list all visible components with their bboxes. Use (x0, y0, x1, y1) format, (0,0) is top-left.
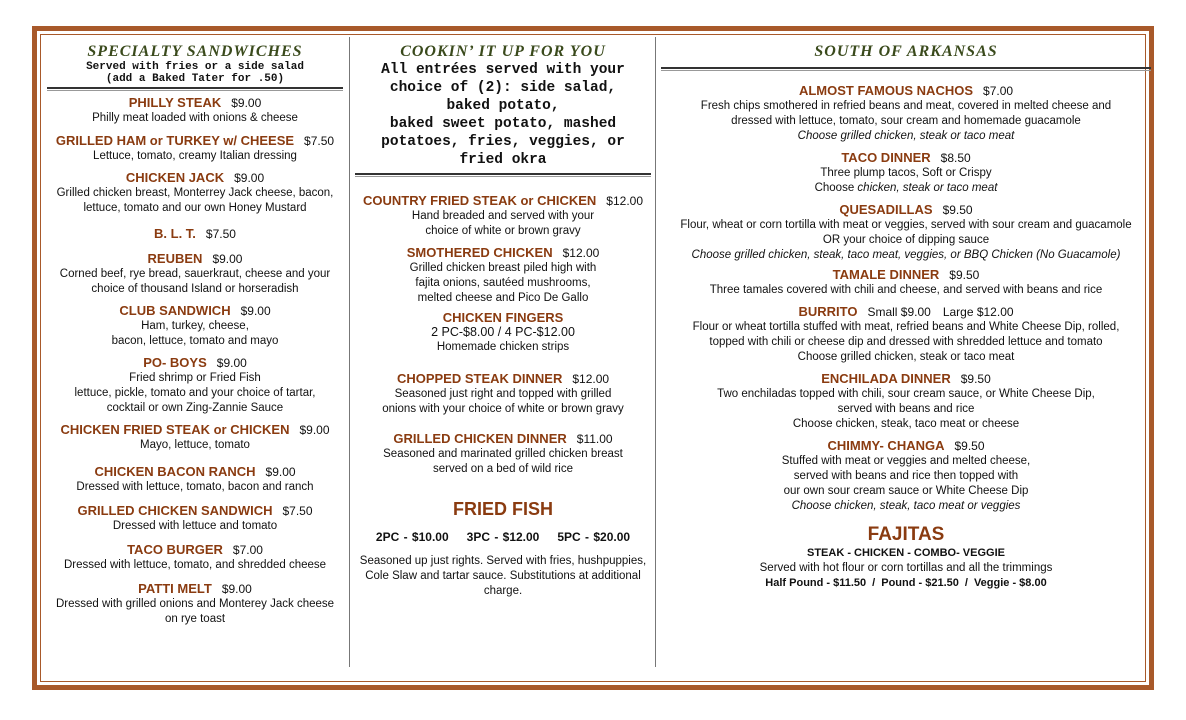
menu-item (45, 464, 345, 495)
fish-price: 3PC - $12.00 (466, 530, 540, 544)
menu-item (353, 245, 653, 306)
item-name (45, 503, 345, 519)
item-price: $7.50 (304, 134, 335, 148)
item-name (353, 310, 653, 325)
item-name (45, 226, 345, 242)
menu-item (659, 371, 1153, 432)
item-name (659, 202, 1153, 218)
menu-item (45, 226, 345, 242)
menu-item (45, 503, 345, 534)
menu-frame (32, 26, 1154, 690)
item-description: our own sour cream sauce or White Cheese Dip (783, 485, 1029, 497)
item-description: OR your choice of dipping sauce (822, 234, 990, 246)
cookin-column (353, 35, 653, 681)
item-description: melted cheese and Pico De Gallo (417, 292, 589, 304)
menu-item-list (353, 193, 653, 477)
heading-divider (661, 67, 1151, 71)
fish-description-line: Seasoned up just rights. Served with fries, hushpuppies, (359, 555, 647, 567)
item-description: Fried shrimp or Fried Fish (129, 372, 261, 384)
item-choice-note: Choose grilled chicken, steak, taco meat, veggies, or BBQ Chicken (No Guacamole) (691, 249, 1121, 261)
item-price: $7.50 (205, 227, 236, 241)
heading-divider (47, 87, 343, 91)
item-name (353, 371, 653, 387)
item-name (45, 303, 345, 319)
item-name-text: TACO BURGER (127, 542, 223, 557)
menu-item (659, 83, 1153, 144)
item-description: lettuce, tomato and our own Honey Mustard (83, 202, 307, 214)
item-description: bacon, lettuce, tomato and mayo (111, 335, 279, 347)
item-price: $9.00 (231, 96, 262, 110)
item-description: Dressed with grilled onions and Monterey Jack cheese (55, 598, 335, 610)
item-name-text: CHICKEN FRIED STEAK or CHICKEN (60, 422, 290, 437)
section-heading: SPECIALTY SANDWICHES (87, 43, 303, 60)
menu-item (353, 310, 653, 355)
item-name (45, 542, 345, 558)
fish-price: 2PC - $10.00 (375, 530, 449, 544)
item-price: $9.00 (216, 356, 247, 370)
item-description: Stuffed with meat or veggies and melted cheese, (781, 455, 1031, 467)
item-description: Fresh chips smothered in refried beans and meat, covered in melted cheese and (700, 100, 1112, 112)
item-price: $8.50 (940, 151, 971, 165)
heading-divider (355, 173, 651, 177)
item-description: Mayo, lettuce, tomato (140, 439, 250, 451)
item-name-text: ENCHILADA DINNER (821, 371, 951, 386)
item-description: on rye toast (164, 613, 226, 625)
section-subheading: (add a Baked Tater for .50) (105, 73, 285, 85)
item-description: Dressed with lettuce and tomato (112, 520, 278, 532)
entree-line: fried okra (459, 152, 547, 168)
item-description: Dressed with lettuce, tomato, bacon and ranch (76, 481, 314, 493)
item-price-line: 2 PC-$8.00 / 4 PC-$12.00 (431, 325, 575, 339)
item-price: $9.00 (299, 423, 330, 437)
item-name (45, 133, 345, 149)
item-description: choice of thousand Island or horseradish (91, 283, 299, 295)
item-price: Large $12.00 (942, 305, 1014, 319)
item-name-text: PHILLY STEAK (128, 95, 222, 110)
item-description: Lettuce, tomato, creamy Italian dressing (93, 150, 297, 162)
item-name-text: GRILLED HAM or TURKEY w/ CHEESE (55, 133, 295, 148)
choice-options: chicken, steak or taco meat (857, 182, 998, 194)
menu-item (659, 150, 1153, 196)
item-description: Seasoned just right and topped with grilled (394, 388, 612, 400)
entree-line: potatoes, fries, veggies, or (381, 134, 625, 150)
fried-fish-title: FRIED FISH (452, 499, 553, 519)
item-name (659, 83, 1153, 99)
item-choice-note (659, 181, 1153, 196)
item-description: Dressed with lettuce, tomato, and shredded cheese (63, 559, 327, 571)
fajita-price: Veggie - $8.00 (973, 577, 1047, 589)
item-description: served with beans and rice (837, 403, 975, 415)
item-price: $9.50 (960, 372, 991, 386)
menu-item (659, 438, 1153, 514)
item-description: topped with chili or cheese dip and dressed with shredded lettuce and tomato (709, 336, 1103, 348)
item-name-text: ALMOST FAMOUS NACHOS (798, 83, 974, 98)
item-name-text: TAMALE DINNER (832, 267, 940, 282)
item-description: served with beans and rice then topped with (793, 470, 1019, 482)
item-choice-note: Choose grilled chicken, steak or taco meat (797, 130, 1015, 142)
item-name (659, 371, 1153, 387)
section-heading: COOKIN’ IT UP FOR YOU (400, 43, 606, 60)
item-description: onions with your choice of white or brown gravy (382, 403, 624, 415)
item-description: Ham, turkey, cheese, (141, 320, 249, 332)
fish-description-line: charge. (483, 585, 523, 597)
item-description: served on a bed of wild rice (433, 463, 573, 475)
item-description: Choose grilled chicken, steak or taco meat (797, 351, 1015, 363)
item-description: Corned beef, rye bread, sauerkraut, cheese and your (59, 268, 331, 280)
fish-description-line: Cole Slaw and tartar sauce. Substitutions at additional (365, 570, 641, 582)
item-description: Choose chicken, steak, taco meat or cheese (792, 418, 1020, 430)
menu-item (45, 355, 345, 416)
menu-item (353, 371, 653, 417)
item-name (45, 95, 345, 111)
item-name-text: QUESADILLAS (839, 202, 933, 217)
item-price: $9.00 (265, 465, 296, 479)
item-name-text: PATTI MELT (138, 581, 212, 596)
menu-inner (40, 34, 1146, 682)
entree-line: baked potato, (446, 98, 560, 114)
item-price: $7.00 (232, 543, 263, 557)
item-name (45, 251, 345, 267)
item-price: $9.00 (234, 171, 265, 185)
item-price: $9.00 (221, 582, 252, 596)
item-name-text: CHOPPED STEAK DINNER (396, 371, 563, 386)
column-divider (349, 37, 350, 667)
item-name-text: GRILLED CHICKEN DINNER (393, 431, 567, 446)
menu-item (45, 303, 345, 349)
item-price: $11.00 (576, 432, 613, 446)
fajita-price: / (872, 577, 876, 589)
fried-fish-description (353, 554, 653, 599)
fried-fish-prices (353, 530, 653, 544)
item-description: Two enchiladas topped with chili, sour cream sauce, or White Cheese Dip, (717, 388, 1095, 400)
item-name (353, 431, 653, 447)
item-name-text: B. L. T. (154, 226, 196, 241)
item-name-text: TACO DINNER (841, 150, 931, 165)
menu-item (659, 304, 1153, 365)
item-name-text: CLUB SANDWICH (119, 303, 231, 318)
item-price: $9.50 (942, 203, 973, 217)
section-heading: SOUTH OF ARKANSAS (814, 43, 998, 60)
item-choice-note: Choose chicken, steak, taco meat or veggies (791, 500, 1021, 512)
item-price: $7.50 (282, 504, 313, 518)
specialty-sandwiches-column (45, 35, 345, 681)
item-name-text: CHICKEN FINGERS (442, 310, 564, 325)
item-price: $9.00 (212, 252, 243, 266)
item-description: Flour, wheat or corn tortilla with meat or veggies, served with sour cream and guacamole (680, 219, 1132, 231)
item-name-text: SMOTHERED CHICKEN (406, 245, 553, 260)
fish-price: 5PC - $20.00 (557, 530, 631, 544)
item-description: Hand breaded and served with your (411, 210, 595, 222)
fajita-price: Pound - $21.50 (881, 577, 959, 589)
item-price: $12.00 (606, 194, 643, 208)
item-name (659, 267, 1153, 283)
fajitas-description: Served with hot flour or corn tortillas and all the trimmings (759, 562, 1053, 574)
item-price: $12.00 (572, 372, 610, 386)
item-price: $9.00 (240, 304, 271, 318)
item-description: cocktail or own Zing-Zannie Sauce (106, 402, 284, 414)
item-description: Philly meat loaded with onions & cheese (92, 112, 298, 124)
item-name (45, 422, 345, 438)
entree-sides-note (353, 61, 653, 169)
section-subheading: Served with fries or a side salad (86, 61, 304, 73)
item-name-text: COUNTRY FRIED STEAK or CHICKEN (363, 193, 597, 208)
item-price: $12.00 (562, 246, 600, 260)
menu-item (45, 581, 345, 627)
item-name-text: CHICKEN JACK (125, 170, 225, 185)
entree-line: All entrées served with your (381, 62, 625, 78)
item-name-text: BURRITO (798, 304, 858, 319)
item-price: $9.50 (954, 439, 985, 453)
item-name-text: REUBEN (147, 251, 203, 266)
item-description: Grilled chicken breast, Monterrey Jack cheese, bacon, (56, 187, 334, 199)
item-name (353, 193, 653, 209)
menu-item (659, 202, 1153, 263)
item-description: Seasoned and marinated grilled chicken breast (383, 448, 623, 460)
south-of-arkansas-column (659, 35, 1153, 681)
item-description: Three tamales covered with chili and cheese, and served with beans and rice (709, 284, 1103, 296)
menu-item-list (659, 83, 1153, 514)
fajitas-prices (659, 576, 1153, 591)
item-description: choice of white or brown gravy (425, 225, 581, 237)
menu-item-list (45, 95, 345, 627)
item-description: fajita onions, sautéed mushrooms, (415, 277, 591, 289)
item-name-text: GRILLED CHICKEN SANDWICH (77, 503, 273, 518)
item-name (45, 581, 345, 597)
entree-line: baked sweet potato, mashed (389, 116, 617, 132)
entree-line: choice of (2): side salad, (389, 80, 617, 96)
menu-item (659, 267, 1153, 298)
item-name (659, 150, 1153, 166)
item-description: Three plump tacos, Soft or Crispy (820, 167, 992, 179)
item-name (659, 438, 1153, 454)
item-description: lettuce, pickle, tomato and your choice of tartar, (74, 387, 316, 399)
item-price: Small $9.00 (867, 305, 931, 319)
choice-prefix: Choose (814, 182, 858, 194)
menu-item (45, 95, 345, 126)
item-name-text: CHICKEN BACON RANCH (94, 464, 256, 479)
menu-item (45, 170, 345, 216)
menu-item (45, 251, 345, 297)
item-description: dressed with lettuce, tomato, sour cream and homemade guacamole (731, 115, 1081, 127)
item-name (659, 304, 1153, 320)
item-name-text: PO- BOYS (143, 355, 207, 370)
column-divider (655, 37, 656, 667)
fajitas-options: STEAK - CHICKEN - COMBO- VEGGIE (806, 547, 1005, 559)
item-name (45, 355, 345, 371)
menu-item (353, 193, 653, 239)
menu-item (45, 133, 345, 164)
item-name (45, 464, 345, 480)
item-name-text: CHIMMY- CHANGA (827, 438, 945, 453)
menu-item (45, 542, 345, 573)
item-price: $7.00 (983, 84, 1014, 98)
fajita-price: Half Pound - $11.50 (765, 577, 867, 589)
item-description: Homemade chicken strips (436, 341, 570, 353)
item-price: $9.50 (949, 268, 980, 282)
fajitas-title: FAJITAS (867, 524, 945, 545)
menu-item (45, 422, 345, 453)
item-name (353, 245, 653, 261)
item-name (45, 170, 345, 186)
item-description: Grilled chicken breast piled high with (409, 262, 597, 274)
menu-item (353, 431, 653, 477)
fajita-price: / (964, 577, 968, 589)
item-description: Flour or wheat tortilla stuffed with meat, refried beans and White Cheese Dip, rolled, (692, 321, 1120, 333)
